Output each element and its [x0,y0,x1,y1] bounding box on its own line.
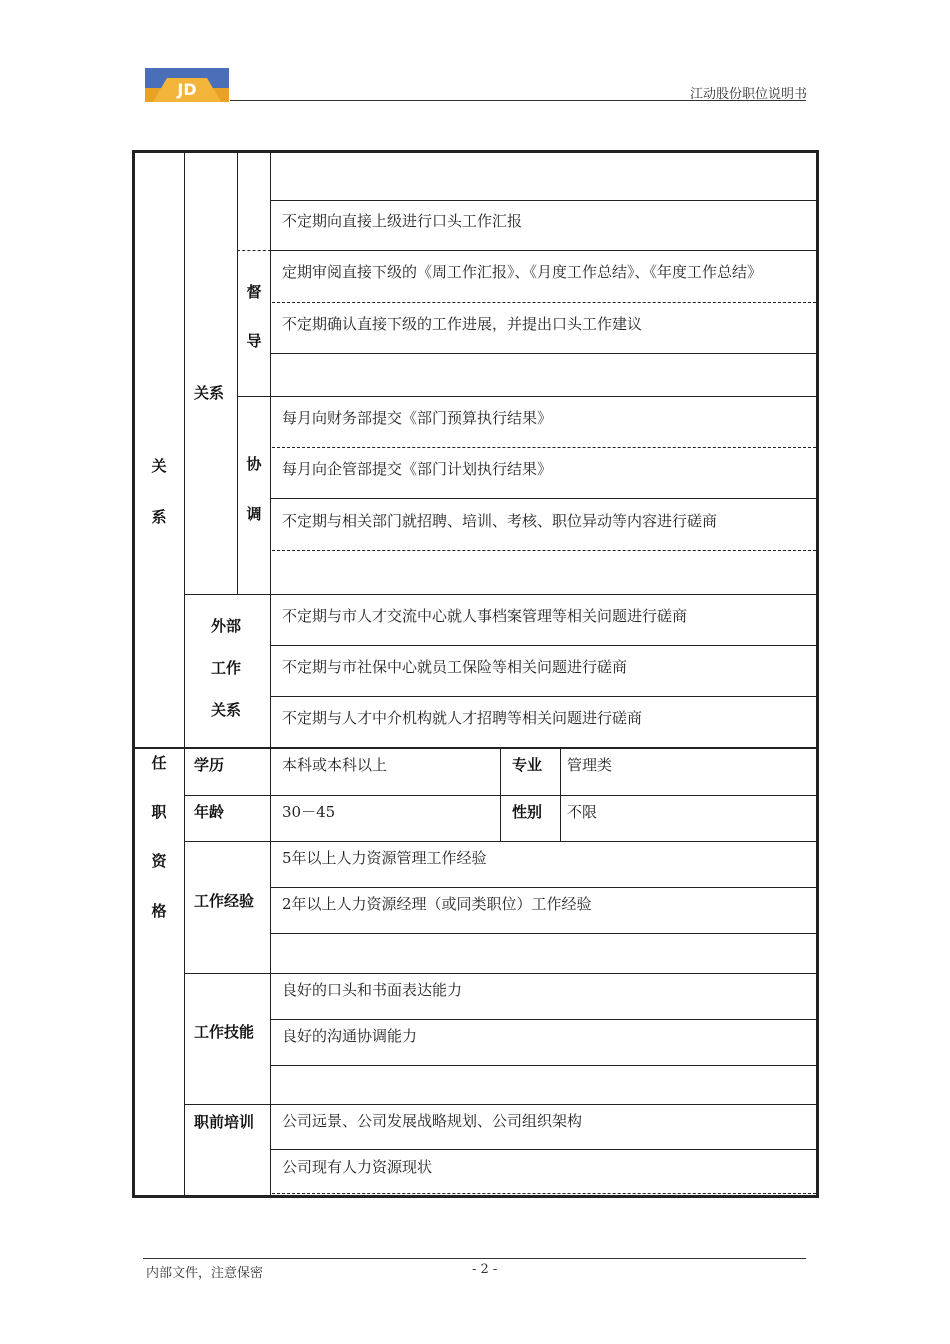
table-bottom-border [132,1195,819,1198]
row-line [184,1104,816,1105]
supervise-label-2: 导 [246,332,262,350]
training-item: 公司现有人力资源现状 [282,1158,433,1176]
col-divider-1 [184,150,185,1198]
relations-label-2: 系 [151,508,167,526]
coordinate-label-2: 调 [246,505,262,523]
row-dash [272,447,816,448]
job-description-table [132,150,819,1198]
internal-relations-label: 关系 [194,384,225,402]
supervise-item: 不定期确认直接下级的工作进展，并提出口头工作建议 [282,315,643,333]
logo-text: JD [177,80,197,99]
row-line [184,594,816,595]
coordinate-item: 不定期与相关部门就招聘、培训、考核、职位异动等内容进行磋商 [282,512,718,530]
row-dash [272,1193,816,1194]
coordinate-item: 每月向财务部提交《部门预算执行结果》 [282,409,553,427]
skill-item: 良好的沟通协调能力 [282,1027,418,1045]
age-value: 30－45 [282,803,336,821]
supervise-item: 定期审阅直接下级的《周工作汇报》、《月度工作总结》、《年度工作总结》 [282,263,763,281]
row-line [270,200,816,201]
page-number: - 2 - [472,1262,498,1277]
company-logo [145,68,229,102]
major-label: 专业 [512,756,543,774]
confidential-note: 内部文件，注意保密 [146,1266,264,1281]
row-dash [272,1019,816,1020]
row-dash [237,250,271,251]
table-left-border [132,150,135,1198]
major-value: 管理类 [567,756,613,774]
supervise-label-1: 督 [246,283,262,301]
row-dash [272,645,816,646]
experience-item: 2年以上人力资源经理（或同类职位）工作经验 [282,895,592,913]
row-dash [272,887,816,888]
section-divider [132,747,819,749]
external-label-2: 工作 [211,659,242,677]
row-dash [272,1065,816,1066]
relations-label-1: 关 [151,457,167,475]
education-label: 学历 [194,756,225,774]
row-line [270,250,816,251]
row-dash [272,498,816,499]
gender-label: 性别 [512,803,543,821]
training-label: 职前培训 [194,1113,255,1131]
skill-item: 良好的口头和书面表达能力 [282,981,463,999]
qualification-label-3: 资 [151,852,167,870]
external-label-1: 外部 [211,617,242,635]
row-dash [272,1149,816,1150]
header-rule [230,100,806,101]
external-item: 不定期与市人才交流中心就人事档案管理等相关问题进行磋商 [282,607,688,625]
experience-label: 工作经验 [194,892,255,910]
document-title: 江动股份职位说明书 [689,87,807,102]
coordinate-label-1: 协 [246,455,262,473]
qualification-label-2: 职 [151,803,167,821]
coordinate-item: 每月向企管部提交《部门计划执行结果》 [282,460,553,478]
gender-value: 不限 [567,803,598,821]
col-divider-2 [237,150,238,595]
qualification-label-4: 格 [151,902,167,920]
footer-rule [143,1258,806,1259]
age-label: 年龄 [194,803,225,821]
qualification-label-1: 任 [151,754,167,772]
row-dash [272,550,816,551]
col-divider-3 [270,150,271,1198]
row-line [184,795,816,796]
report-item: 不定期向直接上级进行口头工作汇报 [282,212,523,230]
row-dash [272,696,816,697]
external-label-3: 关系 [211,701,242,719]
row-line [184,841,816,842]
row-dash [272,353,816,354]
skills-label: 工作技能 [194,1023,255,1041]
education-value: 本科或本科以上 [282,756,388,774]
row-dash [272,150,816,151]
external-item: 不定期与市社保中心就员工保险等相关问题进行磋商 [282,658,628,676]
row-line [184,973,816,974]
experience-item: 5年以上人力资源管理工作经验 [282,849,487,867]
external-item: 不定期与人才中介机构就人才招聘等相关问题进行磋商 [282,709,643,727]
row-dash [272,302,816,303]
training-item: 公司远景、公司发展战略规划、公司组织架构 [282,1112,583,1130]
row-dash [272,933,816,934]
table-right-border [816,150,819,1198]
row-line [237,396,816,397]
